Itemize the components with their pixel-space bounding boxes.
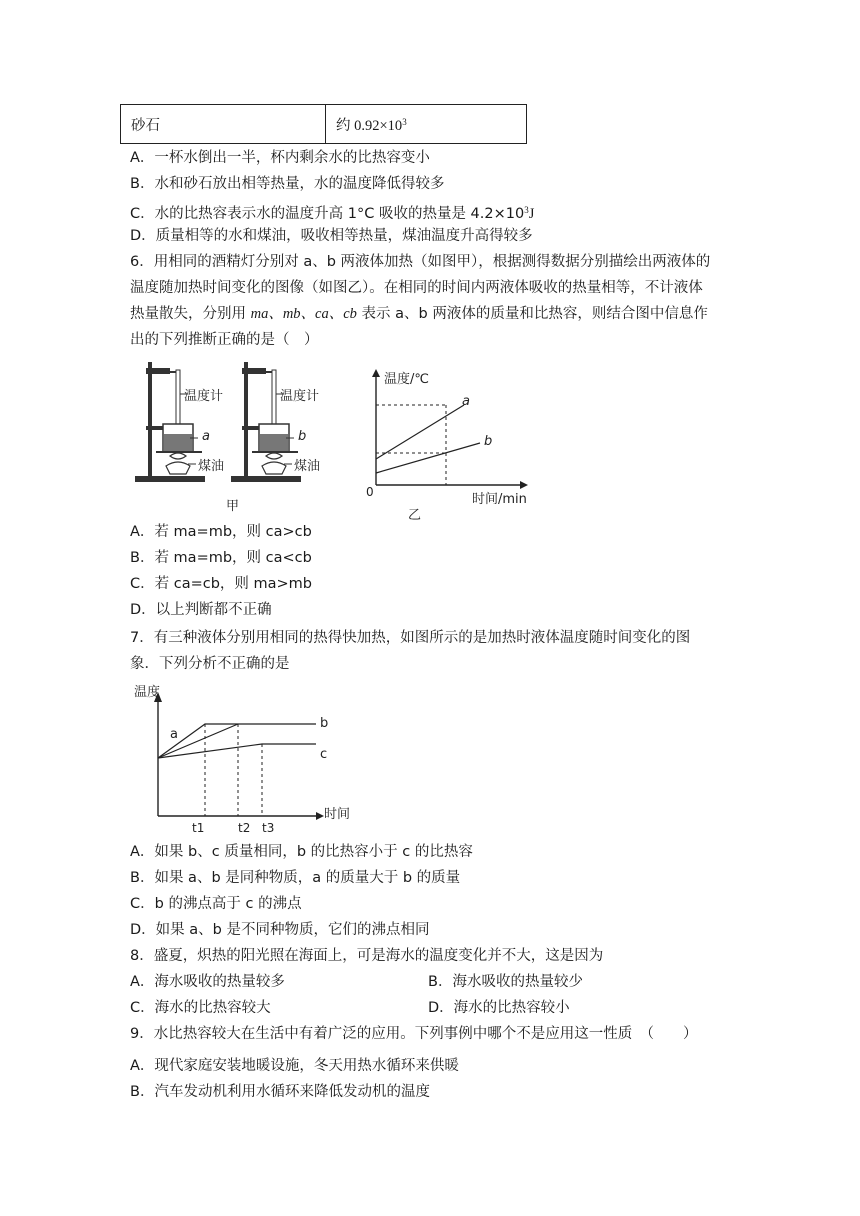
q7-label-c: c [320, 747, 328, 762]
q6-option-a: A．若 ma=mb，则 ca>cb [130, 524, 312, 540]
curve-c [158, 744, 316, 758]
q7-tick-t2: t2 [238, 821, 251, 835]
q6-option-d: D．以上判断都不正确 [130, 602, 272, 618]
table-cell-substance: 砂石 [121, 105, 326, 144]
figure-yi-caption: 乙 [408, 508, 422, 523]
thermometer-label-left: 温度计 [184, 389, 224, 404]
series-b-line [376, 443, 480, 473]
series-a-label: a [462, 394, 470, 409]
q9-option-b: B．汽车发动机利用水循环来降低发动机的温度 [130, 1084, 430, 1100]
q9-option-a: A．现代家庭安装地暖设施，冬天用热水循环来供暖 [130, 1058, 459, 1074]
apparatus-right [231, 362, 301, 482]
q7-option-d: D．如果 a、b 是不同种物质，它们的沸点相同 [130, 922, 430, 938]
graph-yi-xlabel: 时间/min [472, 492, 527, 507]
q7-heating-curve-chart [130, 680, 370, 840]
q7-label-a: a [170, 727, 178, 742]
q6-stem-line-3: 热量散失，分别用 ma、mb、ca、cb 表示 a、b 两液体的质量和比热容，则结合图中信息作 [130, 306, 708, 322]
q5-option-b: B．水和砂石放出相等热量，水的温度降低得较多 [130, 176, 445, 192]
q6-stem-line-1: 6．用相同的酒精灯分别对 a、b 两液体加热（如图甲），根据测得数据分别描绘出两液体的 [130, 254, 711, 270]
q7-stem-line-1: 7．有三种液体分别用相同的热得快加热，如图所示的是加热时液体温度随时间变化的图 [130, 630, 691, 646]
thermometer-label-right: 温度计 [280, 389, 320, 404]
q7-option-a: A．如果 b、c 质量相同，b 的比热容小于 c 的比热容 [130, 844, 473, 860]
q8-option-a: A．海水吸收的热量较多 [130, 974, 285, 990]
fuel-label-left: 煤油 [198, 459, 225, 474]
q6-option-c: C．若 ca=cb，则 ma>mb [130, 576, 313, 592]
q7-label-b: b [320, 716, 329, 731]
q5-option-c: C．水的比热容表示水的温度升高 1°C 吸收的热量是 $4.2\times 10^3J$ [130, 205, 535, 222]
table-cell-value: 约 $0.92\times 10^3$ [326, 105, 527, 144]
figure-jia-apparatus [130, 358, 330, 518]
q7-tick-t3: t3 [262, 821, 275, 835]
q7-ylabel: 温度 [134, 685, 161, 700]
figure-jia-caption: 甲 [226, 499, 240, 514]
liquid-label-b: b [298, 429, 307, 444]
graph-yi-ylabel: 温度/℃ [384, 372, 429, 387]
q7-stem-line-2: 象．下列分析不正确的是 [130, 656, 290, 672]
series-b-label: b [484, 434, 493, 449]
q6-option-b: B．若 ma=mb，则 ca<cb [130, 550, 312, 566]
q8-option-c: C．海水的比热容较大 [130, 1000, 271, 1016]
q8-option-d: D．海水的比热容较小 [428, 1000, 570, 1016]
q5-option-d: D．质量相等的水和煤油，吸收相等热量，煤油温度升高得较多 [130, 228, 533, 244]
q7-xlabel: 时间 [324, 807, 351, 822]
q9-stem: 9．水比热容较大在生活中有着广泛的应用。下列事例中哪个不是应用这一性质 （ ） [130, 1026, 698, 1042]
q7-tick-t1: t1 [192, 821, 205, 835]
apparatus-left [135, 362, 205, 482]
figure-yi-graph [360, 365, 540, 525]
q6-stem-line-2: 温度随加热时间变化的图像（如图乙）。在相同的时间内两液体吸收的热量相等，不计液体 [130, 280, 703, 296]
q7-option-c: C．b 的沸点高于 c 的沸点 [130, 896, 302, 912]
table-row [121, 105, 527, 144]
liquid-label-a: a [202, 429, 210, 444]
fuel-label-right: 煤油 [294, 459, 321, 474]
q7-option-b: B．如果 a、b 是同种物质，a 的质量大于 b 的质量 [130, 870, 461, 886]
q6-stem-line-4: 出的下列推断正确的是（ ） [130, 332, 319, 348]
curve-a [158, 724, 316, 758]
graph-yi-origin: 0 [366, 485, 374, 499]
specific-heat-table [120, 104, 527, 144]
q5-option-a: A．一杯水倒出一半，杯内剩余水的比热容变小 [130, 150, 430, 166]
q8-stem: 8．盛夏，炽热的阳光照在海面上，可是海水的温度变化并不大，这是因为 [130, 948, 604, 964]
q8-option-b: B．海水吸收的热量较少 [428, 974, 583, 990]
